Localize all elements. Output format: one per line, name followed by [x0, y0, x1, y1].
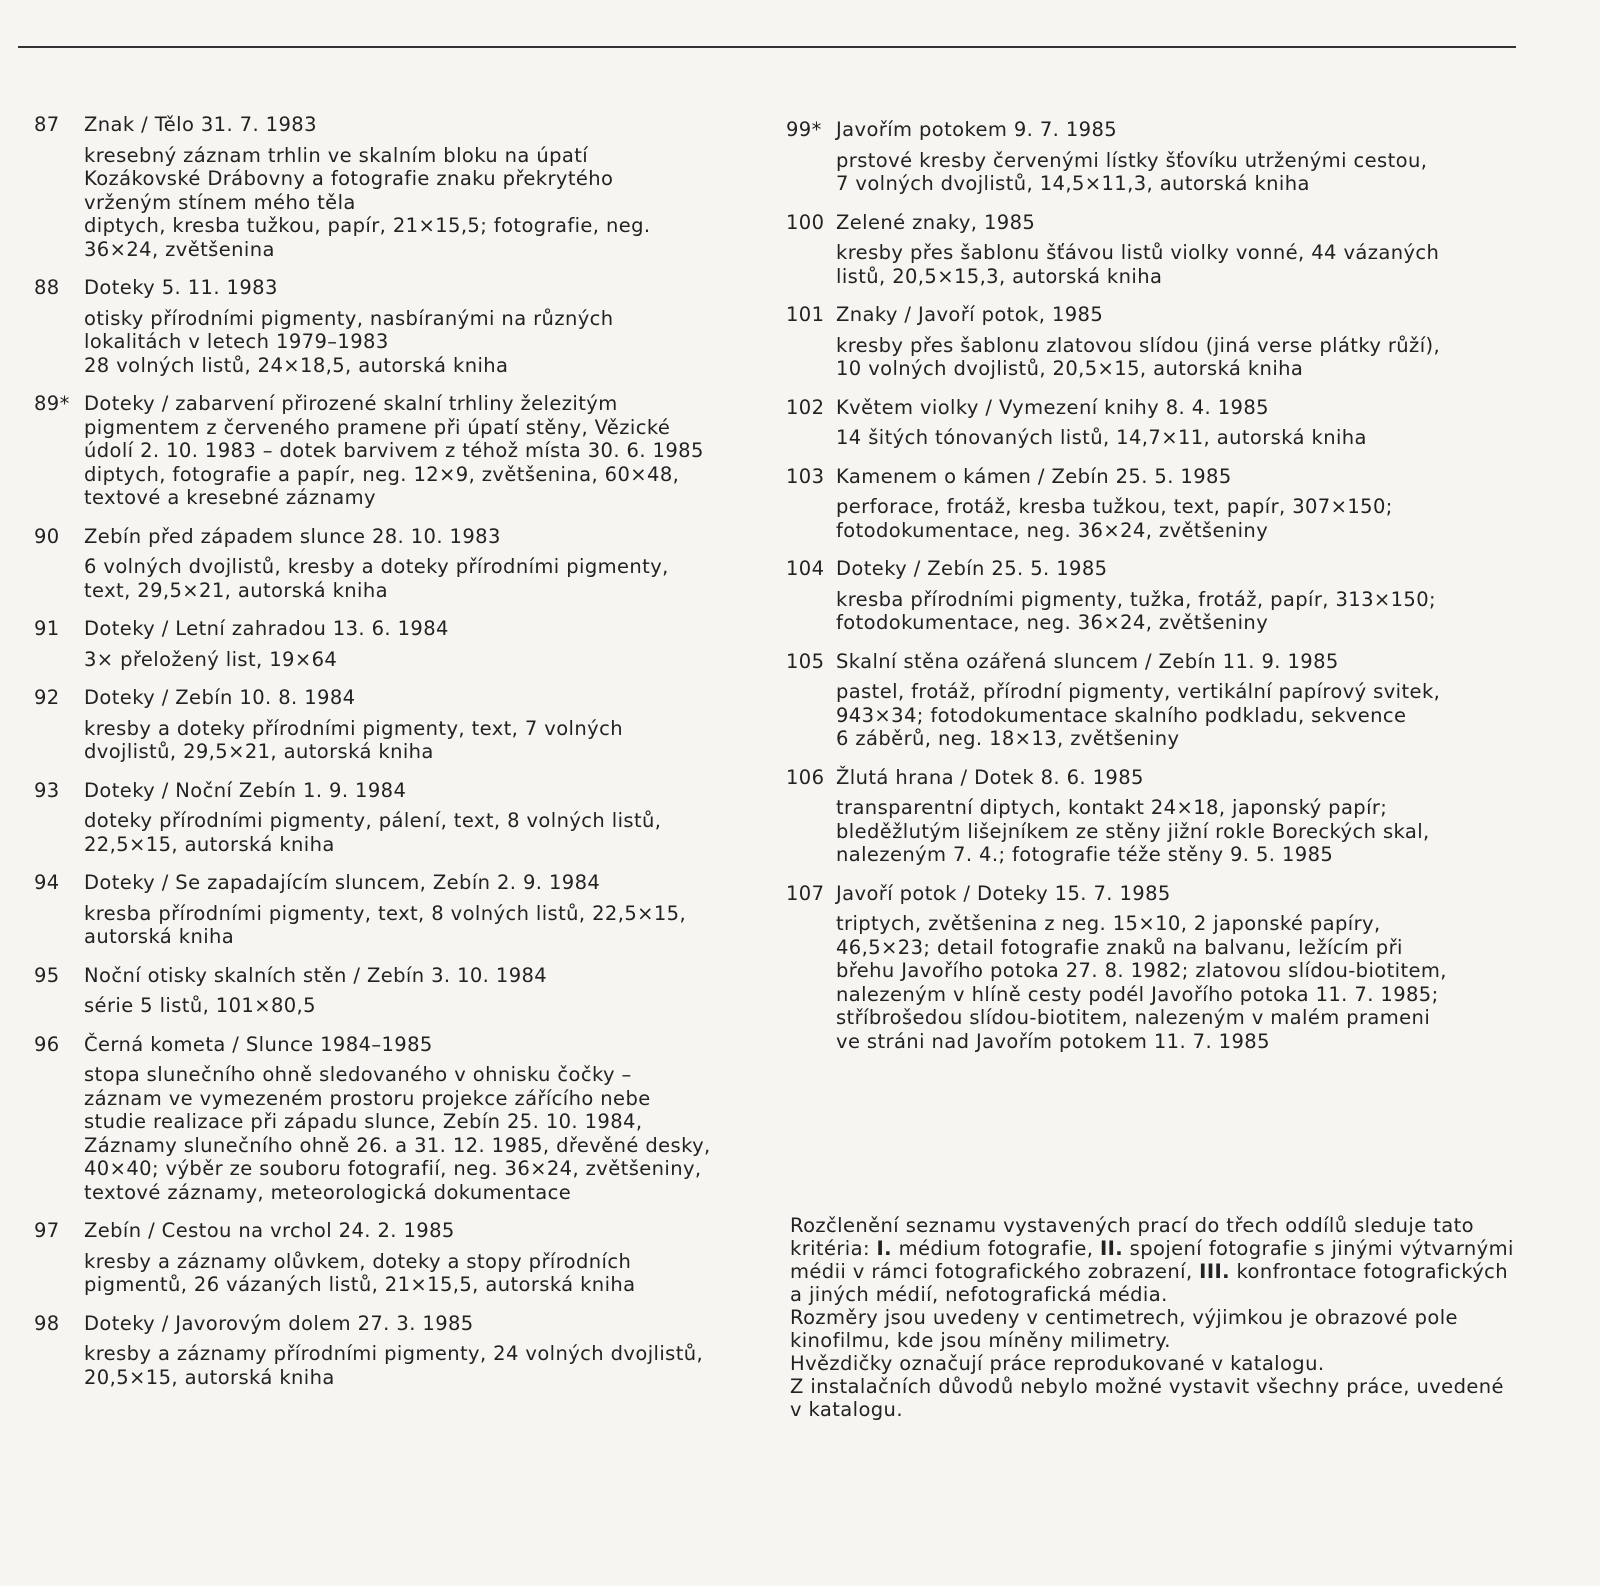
entry-number: 95: [34, 963, 60, 987]
catalog-entry-95: [34, 964, 774, 1018]
catalog-entry-96: [34, 1033, 774, 1205]
entry-description: 6 volných dvojlistů, kresby a doteky přírodními pigmenty, text, 29,5×21, autorská kniha: [84, 555, 669, 602]
entry-title: Doteky / Javorovým dolem 27. 3. 1985: [84, 1311, 474, 1335]
notes-asterisks: Hvězdičky označují práce reprodukované v katalogu.: [790, 1352, 1325, 1375]
entry-title: Doteky / Zebín 10. 8. 1984: [84, 686, 356, 709]
entry-description: otisky přírodními pigmenty, nasbíranými na různých lokalitách v letech 1979–1983 28 volných listů, 24×18,5, autorská kniha: [84, 306, 614, 377]
entry-number: 89*: [34, 392, 70, 415]
entry-number: 90: [34, 524, 60, 548]
entry-number: 105: [786, 649, 825, 673]
notes-dimensions: Rozměry jsou uvedeny v centimetrech, výjimkou je obrazové pole kinofilmu, kde jsou míněny milimetry.: [790, 1306, 1458, 1352]
entry-description: 14 šitých tónovaných listů, 14,7×11, autorská kniha: [836, 426, 1367, 449]
entry-description: kresby přes šablonu zlatovou slídou (jiná verse plátky růží), 10 volných dvojlistů, 20,5×15, autorská kniha: [836, 333, 1441, 380]
catalog-column-right: [786, 118, 1526, 1068]
entry-number: 102: [786, 395, 825, 419]
entry-title: Znaky / Javoří potok, 1985: [836, 303, 1104, 326]
entry-number: 87: [34, 113, 60, 136]
catalog-entry-88: [34, 276, 774, 377]
notes-installation: Z instalačních důvodů nebylo možné vystavit všechny práce, uvedené v katalogu.: [790, 1375, 1504, 1421]
entry-number: 106: [786, 765, 825, 789]
catalog-column-left: [34, 113, 774, 1404]
entry-number: 107: [786, 881, 825, 905]
entry-title: Javoří potok / Doteky 15. 7. 1985: [836, 881, 1171, 905]
entry-number: 103: [786, 464, 825, 488]
catalog-entry-92: [34, 686, 774, 764]
entry-number: 88: [34, 276, 60, 299]
catalog-entry-98: [34, 1312, 774, 1390]
entry-description: kresba přírodními pigmenty, tužka, frotáž, papír, 313×150; fotodokumentace, neg. 36×24, zvětšeniny: [836, 587, 1437, 634]
entry-number: 101: [786, 303, 825, 326]
entry-description: pastel, frotáž, přírodní pigmenty, vertikální papírový svitek, 943×34; fotodokumentace skalního podkladu, sekvence 6 záběrů, neg. 18×13, zvětšeniny: [836, 680, 1441, 750]
entry-description: kresby a doteky přírodními pigmenty, text, 7 volných dvojlistů, 29,5×21, autorská kniha: [84, 716, 623, 763]
catalog-entry-106: [786, 766, 1526, 867]
catalog-entry-89: [34, 392, 774, 510]
catalog-entry-101: [786, 303, 1526, 381]
entry-description: kresby přes šablonu šťávou listů violky vonné, 44 vázaných listů, 20,5×15,3, autorská kniha: [836, 241, 1440, 288]
entry-number: 94: [34, 871, 60, 894]
entry-description: transparentní diptych, kontakt 24×18, japonský papír; bleděžlutým lišejníkem ze stěny jižní rokle Boreckých skal, nalezeným 7. 4.; fotografie téže stěny 9. 5. 1985: [836, 796, 1430, 866]
notes-criteria: Rozčlenění seznamu vystavených prací do třech oddílů sleduje tato kritéria: I. médium fotografie, II. spojení fotografie s jinými výtvarnými médii v rámci fotografického zobrazení, III. konfrontace fotografických a jiných médií, nefotografická média.: [790, 1214, 1514, 1306]
catalog-entry-104: [786, 557, 1526, 635]
entry-title: Doteky / Letní zahradou 13. 6. 1984: [84, 617, 449, 640]
entry-description: doteky přírodními pigmenty, pálení, text, 8 volných listů, 22,5×15, autorská kniha: [84, 809, 662, 856]
catalog-entry-107: [786, 882, 1526, 1054]
catalog-entry-91: [34, 617, 774, 671]
entry-number: 104: [786, 557, 825, 580]
entry-title: Doteky / Noční Zebín 1. 9. 1984: [84, 778, 407, 802]
entry-description: kresby a záznamy přírodními pigmenty, 24 volných dvojlistů, 20,5×15, autorská kniha: [84, 1342, 704, 1389]
entry-title: Květem violky / Vymezení knihy 8. 4. 1985: [836, 395, 1269, 419]
entry-description: prstové kresby červenými lístky šťovíku utrženými cestou, 7 volných dvojlistů, 14,5×11,3, autorská kniha: [836, 148, 1428, 195]
entry-number: 96: [34, 1032, 60, 1056]
catalog-entry-93: [34, 779, 774, 857]
entry-title: Znak / Tělo 31. 7. 1983: [84, 113, 317, 136]
entry-title: Černá kometa / Slunce 1984–1985: [84, 1032, 433, 1056]
entry-number: 98: [34, 1311, 60, 1335]
catalog-entry-97: [34, 1219, 774, 1297]
entry-number: 93: [34, 778, 60, 802]
catalog-entry-87: [34, 113, 774, 261]
entry-number: 100: [786, 210, 825, 234]
entry-title: Noční otisky skalních stěn / Zebín 3. 10. 1984: [84, 963, 548, 987]
entry-description: stopa slunečního ohně sledovaného v ohnisku čočky – záznam ve vymezeném prostoru projekce zářícího nebe studie realizace při západu slunce, Zebín 25. 10. 1984, Záznamy slunečního ohně 26. a 31. 12. 1985, dřevěné desky, 40×40; výběr ze souboru fotografií, neg. 36×24, zvětšeniny, textové záznamy, meteorologická dokumentace: [84, 1063, 711, 1204]
entry-title: Javořím potokem 9. 7. 1985: [836, 118, 1118, 141]
entry-title: Kamenem o kámen / Zebín 25. 5. 1985: [836, 464, 1232, 488]
entry-number: 91: [34, 617, 60, 640]
entry-title: Zebín před západem slunce 28. 10. 1983: [84, 524, 501, 548]
catalog-entry-90: [34, 525, 774, 603]
catalog-notes: [790, 1214, 1520, 1421]
entry-number: 99*: [786, 118, 822, 141]
catalog-entry-102: [786, 396, 1526, 450]
entry-description: série 5 listů, 101×80,5: [84, 994, 316, 1017]
entry-title: Zebín / Cestou na vrchol 24. 2. 1985: [84, 1219, 455, 1242]
entry-number: 97: [34, 1219, 60, 1242]
catalog-entry-99: [786, 118, 1526, 196]
entry-description: 3× přeložený list, 19×64: [84, 647, 338, 671]
top-rule: [18, 46, 1516, 48]
entry-title: Skalní stěna ozářená sluncem / Zebín 11. 9. 1985: [836, 649, 1339, 673]
entry-title: Zelené znaky, 1985: [836, 210, 1036, 234]
entry-description: triptych, zvětšenina z neg. 15×10, 2 japonské papíry, 46,5×23; detail fotografie znaků na balvanu, ležícím při břehu Javořího potoka 27. 8. 1982; zlatovou slídou-biotitem, nalezeným v hlíně cesty podél Javořího potoka 11. 7. 1985; stříbrošedou slídou-biotitem, nalezeným v malém prameni ve stráni nad Javořím potokem 11. 7. 1985: [836, 912, 1447, 1053]
catalog-entry-100: [786, 211, 1526, 289]
entry-description: kresby a záznamy olůvkem, doteky a stopy přírodních pigmentů, 26 vázaných listů, 21×15,5, autorská kniha: [84, 1249, 636, 1296]
entry-title: Doteky / Se zapadajícím sluncem, Zebín 2. 9. 1984: [84, 871, 601, 894]
entry-description: perforace, frotáž, kresba tužkou, text, papír, 307×150; fotodokumentace, neg. 36×24, zvětšeniny: [836, 495, 1393, 542]
catalog-entry-103: [786, 465, 1526, 543]
entry-description: diptych, fotografie a papír, neg. 12×9, zvětšenina, 60×48, textové a kresebné záznamy: [84, 462, 680, 509]
entry-description: kresebný záznam trhlin ve skalním bloku na úpatí Kozákovské Drábovny a fotografie znaku překrytého vrženým stínem mého těla diptych, kresba tužkou, papír, 21×15,5; fotografie, neg. 36×24, zvětšenina: [84, 143, 651, 261]
catalog-entry-94: [34, 871, 774, 949]
entry-title: Doteky 5. 11. 1983: [84, 276, 278, 299]
catalog-entry-105: [786, 650, 1526, 751]
entry-title: Doteky / zabarvení přirozené skalní trhliny železitým pigmentem z červeného pramene při úpatí stěny, Vězické údolí 2. 10. 1983 – dotek barvivem z téhož místa 30. 6. 1985: [84, 392, 704, 462]
entry-number: 92: [34, 686, 60, 709]
entry-title: Žlutá hrana / Dotek 8. 6. 1985: [836, 765, 1144, 789]
entry-description: kresba přírodními pigmenty, text, 8 volných listů, 22,5×15, autorská kniha: [84, 901, 687, 948]
entry-title: Doteky / Zebín 25. 5. 1985: [836, 557, 1108, 580]
